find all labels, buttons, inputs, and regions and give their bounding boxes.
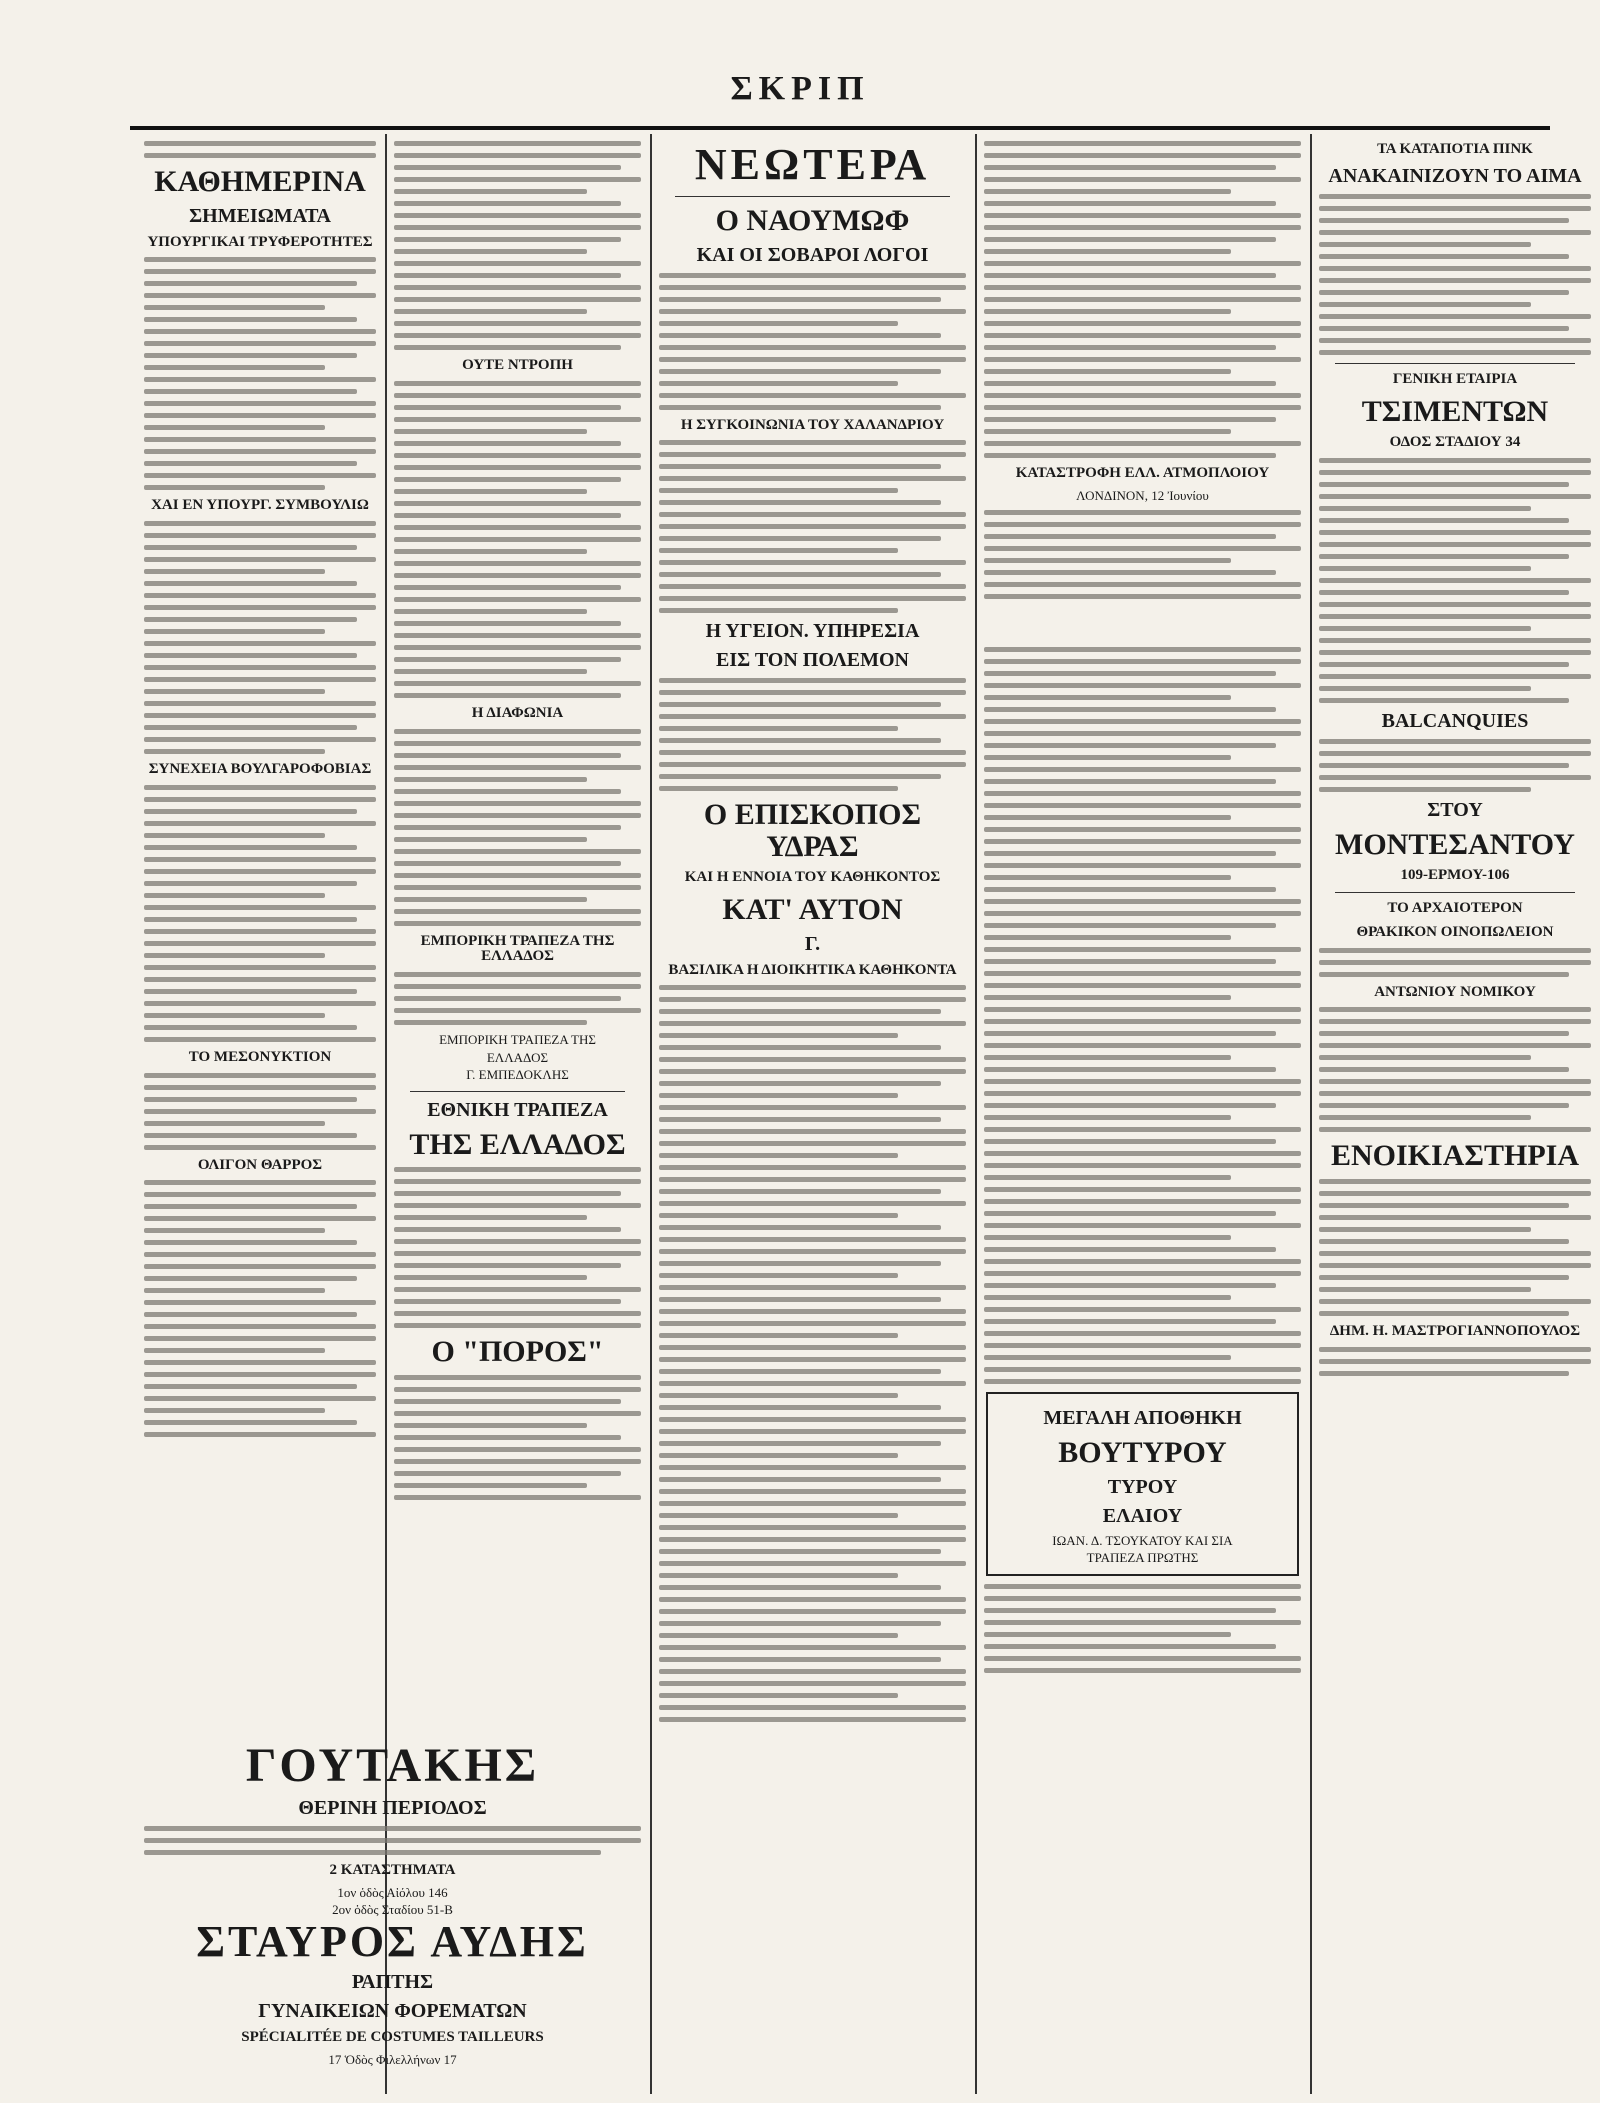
section-title: ΚΑΘΗΜΕΡΙΝΑ: [154, 165, 366, 198]
ad-heading: ΒΟΥΤΥΡΟΥ: [1058, 1436, 1227, 1469]
article-subheading: ΒΑΣΙΛΙΚΑ Η ΔΙΟΙΚΗΤΙΚΑ ΚΑΘΗΚΟΝΤΑ: [668, 961, 957, 978]
ad-heading: SPÉCIALITÉE DE COSTUMES TAILLEURS: [241, 2028, 544, 2045]
notice-signature: ΕΛΛΑΔΟΣ: [486, 1049, 549, 1065]
ad-address: ΟΔΟΣ ΣΤΑΔΙΟΥ 34: [1389, 434, 1521, 450]
ad-heading: 2 ΚΑΤΑΣΤΗΜΑΤΑ: [329, 1862, 456, 1878]
article-heading: ΤΟ ΜΕΣΟΝΥΚΤΙΟΝ: [188, 1048, 332, 1065]
masthead-rule: [130, 126, 1550, 130]
ad-butter-store: [986, 1392, 1299, 1576]
article-subheading: ΚΑΙ ΟΙ ΣΟΒΑΡΟΙ ΛΟΓΟΙ: [696, 243, 929, 266]
ad-text: ΤΡΑΠΕΖΑ ΠΡΩΤΗΣ: [1086, 1550, 1199, 1566]
column-6: [1315, 134, 1595, 2094]
column-4: [980, 134, 1305, 634]
notice-heading: ΕΜΠΟΡΙΚΗ ΤΡΑΠΕΖΑ ΤΗΣ ΕΛΛΑΔΟΣ: [420, 932, 615, 965]
article-heading: ΟΛΙΓΟΝ ΘΑΡΡΟΣ: [197, 1156, 323, 1173]
ad-heading: ΡΑΠΤΗΣ: [351, 1970, 434, 1993]
ad-heading: ΑΝΤΩΝΙΟΥ ΝΟΜΙΚΟΥ: [1374, 983, 1536, 1000]
ad-address: 109-ΕΡΜΟΥ-106: [1400, 867, 1510, 884]
column-3: [655, 134, 970, 2094]
ad-heading: ΜΕΓΑΛΗ ΑΠΟΘΗΚΗ: [1043, 1407, 1242, 1429]
ad-heading: ΔΗΜ. Η. ΜΑΣΤΡΟΓΙΑΝΝΟΠΟΥΛΟΣ: [1329, 1322, 1581, 1339]
column-divider: [650, 134, 652, 2094]
article-heading: Η ΔΙΑΦΩΝΙΑ: [471, 704, 564, 721]
bottom-ads: [140, 1742, 645, 2097]
ad-heading: ΑΝΑΚΑΙΝΙΖΟΥΝ ΤΟ ΑΙΜΑ: [1328, 164, 1582, 187]
ad-address: 2ον ὁδὸς Σταδίου 51-Β: [332, 1902, 453, 1918]
article-subheading: Γ.: [804, 932, 821, 955]
article-subheading: ΚΑΤ' ΑΥΤΟΝ: [722, 893, 903, 927]
column-divider: [1310, 134, 1312, 2094]
article-heading: ΣΥΝΕΧΕΙΑ ΒΟΥΛΓΑΡΟΦΟΒΙΑΣ: [148, 761, 372, 777]
notice-heading: ΕΘΝΙΚΗ ΤΡΑΠΕΖΑ: [427, 1098, 608, 1121]
masthead: ΣΚΡΙΠ: [730, 70, 870, 107]
ad-heading: ΤΣΙΜΕΝΤΩΝ: [1361, 394, 1549, 428]
ad-heading: ΣΤΟΥ: [1427, 798, 1483, 821]
notice-heading: ΤΗΣ ΕΛΛΑΔΟΣ: [409, 1127, 626, 1161]
ad-heading: ΤΟ ΑΡΧΑΙΟΤΕΡΟΝ: [1387, 900, 1523, 916]
ad-heading: ΘΕΡΙΝΗ ΠΕΡΙΟΔΟΣ: [298, 1797, 487, 1819]
article-heading: ΟΥΤΕ ΝΤΡΟΠΗ: [462, 357, 573, 373]
ad-heading: ΓΕΝΙΚΗ ΕΤΑΙΡΙΑ: [1392, 370, 1518, 387]
ad-heading: ΘΡΑΚΙΚΟΝ ΟΙΝΟΠΩΛΕΙΟΝ: [1356, 923, 1554, 940]
column-4-lower: [980, 640, 1305, 2090]
news-banner: ΝΕΩΤΕΡΑ: [694, 140, 931, 189]
ad-goutakis: ΓΟΥΤΑΚΗΣ: [245, 1742, 540, 1792]
ad-address: ΙΩΑΝ. Δ. ΤΣΟΥΚΑΤΟΥ ΚΑΙ ΣΙΑ: [1052, 1532, 1233, 1548]
article-heading: ΧΑΙ ΕΝ ΥΠΟΥΡΓ. ΣΥΜΒΟΥΛΙΩ: [151, 497, 369, 514]
article-heading: ΕΙΣ ΤΟΝ ΠΟΛΕΜΟΝ: [715, 649, 910, 672]
article-heading: Ο ΝΑΟΥΜΩΦ: [715, 204, 910, 238]
article-heading: Ο ΕΠΙΣΚΟΠΟΣ ΥΔΡΑΣ: [703, 798, 922, 863]
ad-heading: ΜΟΝΤΕΣΑΝΤΟΥ: [1335, 827, 1575, 861]
dateline: ΛΟΝΔΙΝΟΝ, 12 Ἰουνίου: [1076, 487, 1209, 503]
notice-signature: Γ. ΕΜΠΕΔΟΚΛΗΣ: [466, 1067, 569, 1083]
ad-address: 1ον ὁδὸς Αἰόλου 146: [337, 1884, 448, 1900]
notice-signature: ΕΜΠΟΡΙΚΗ ΤΡΑΠΕΖΑ ΤΗΣ: [439, 1032, 596, 1047]
article-heading: Η ΣΥΓΚΟΙΝΩΝΙΑ ΤΟΥ ΧΑΛΑΝΔΡΙΟΥ: [680, 416, 945, 433]
article-subheading: ΚΑΙ Η ΕΝΝΟΙΑ ΤΟΥ ΚΑΘΗΚΟΝΤΟΣ: [684, 869, 941, 886]
ad-address: 17 Ὁδὸς Φιλελλήνων 17: [328, 2051, 457, 2067]
section-subtitle: ΣΗΜΕΙΩΜΑΤΑ: [189, 204, 331, 227]
column-divider: [975, 134, 977, 2094]
article-heading: ΚΑΤΑΣΤΡΟΦΗ ΕΛΛ. ΑΤΜΟΠΛΟΙΟΥ: [1015, 465, 1270, 481]
ad-heading: ΤΑ ΚΑΤΑΠΟΤΙΑ ΠΙΝΚ: [1377, 141, 1533, 157]
article-heading: Η ΥΓΕΙΟΝ. ΥΠΗΡΕΣΙΑ: [705, 620, 920, 643]
ad-heading: BALCANQUIES: [1381, 709, 1529, 732]
article-heading: ΥΠΟΥΡΓΙΚΑΙ ΤΡΥΦΕΡΟΤΗΤΕΣ: [147, 233, 373, 250]
ad-heading: ΕΛΑΙΟΥ: [1102, 1504, 1183, 1527]
ad-stavrou: ΣΤΑΥΡΟΣ ΑΥΔΗΣ: [196, 1916, 589, 1966]
article-heading: Ο "ΠΟΡΟΣ": [431, 1335, 604, 1369]
ad-heading: ΓΥΝΑΙΚΕΙΩΝ ΦΟΡΕΜΑΤΩΝ: [258, 1999, 527, 2022]
ad-heading: ΕΝΟΙΚΙΑΣΤΗΡΙΑ: [1331, 1139, 1579, 1173]
ad-heading: ΤΥΡΟΥ: [1107, 1475, 1178, 1498]
